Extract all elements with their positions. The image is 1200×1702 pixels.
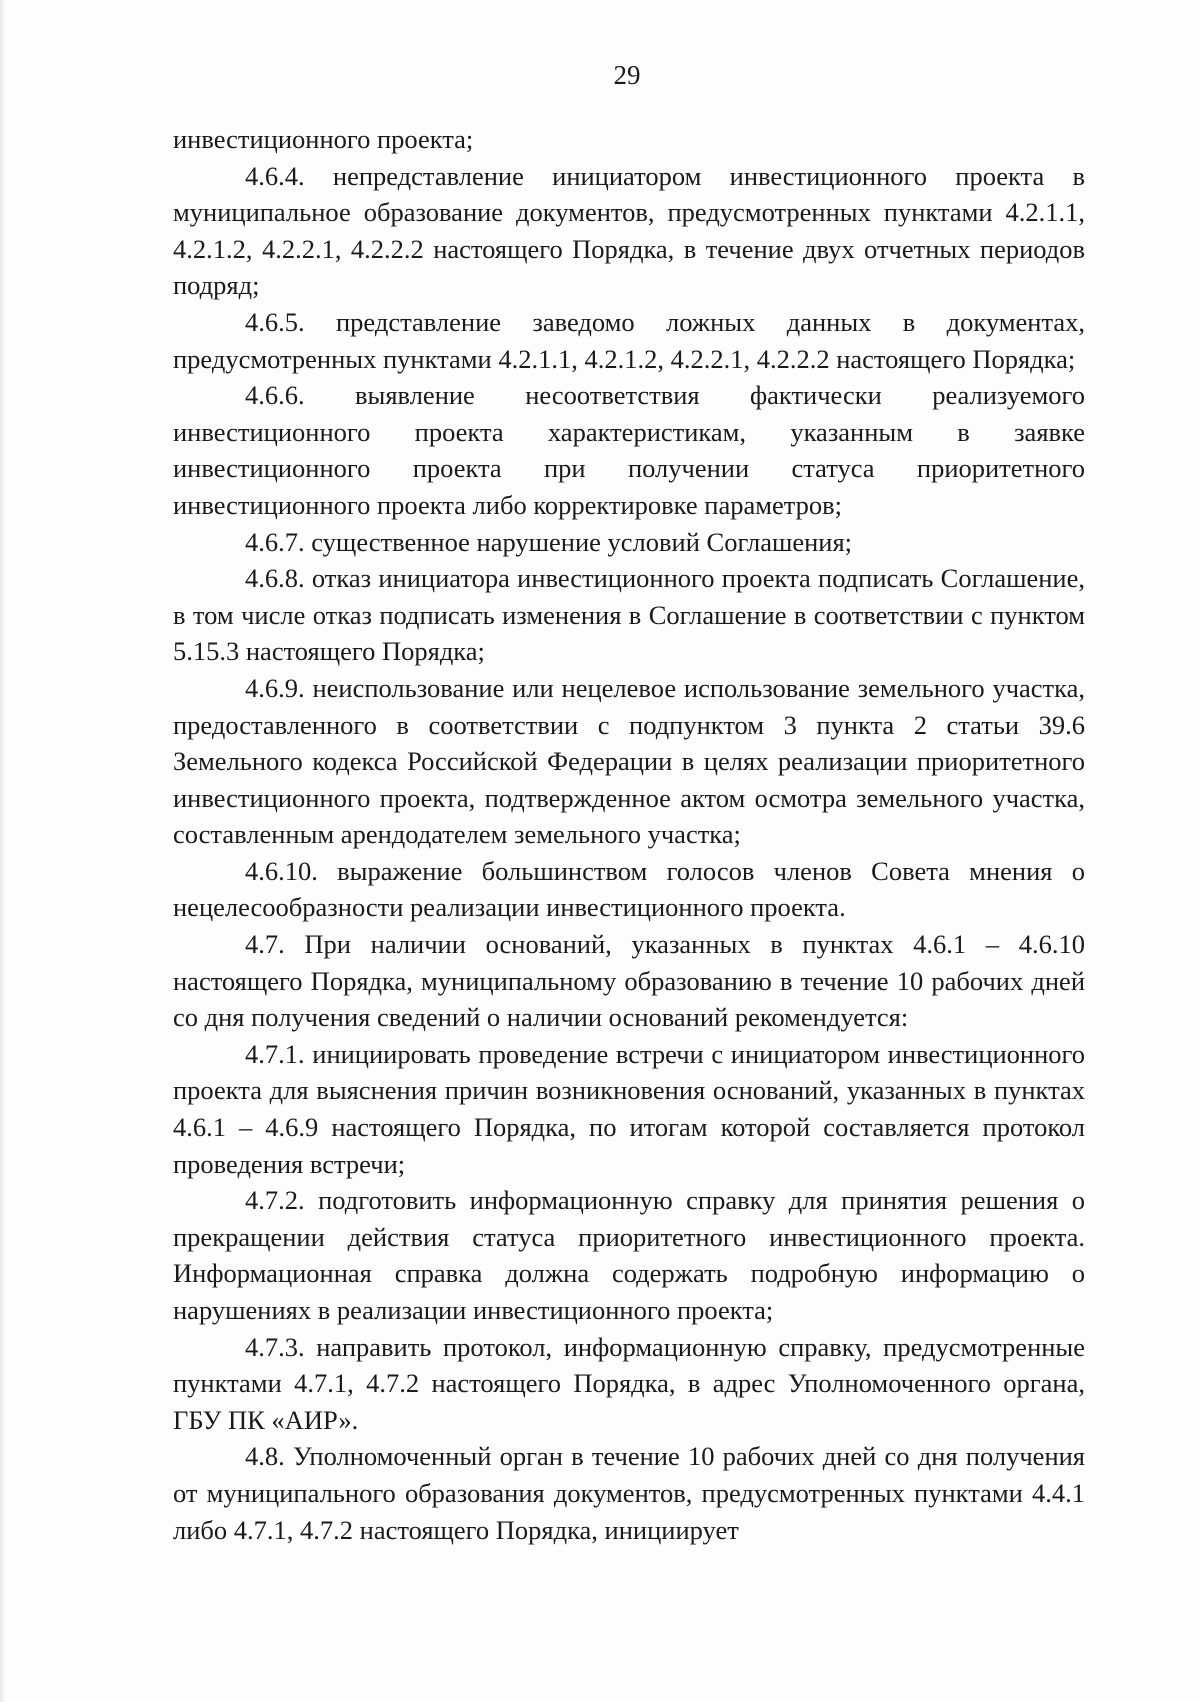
- scan-edge-shadow: [0, 0, 6, 1702]
- paragraph-4-6-8: 4.6.8. отказ инициатора инвестиционного проекта подписать Соглашение, в том числе отказ подписать изменения в Соглашение в соответствии с пунктом 5.15.3 настоящего Порядка;: [173, 563, 1085, 667]
- paragraph-4-6-4: 4.6.4. непредставление инициатором инвестиционного проекта в муниципальное образование документов, предусмотренных пунктами 4.2.1.1, 4.2.1.2, 4.2.2.1, 4.2.2.2 настоящего Порядка, в течение двух отчетных периодов подряд;: [173, 160, 1085, 301]
- paragraph-4-7-2: 4.7.2. подготовить информационную справку для принятия решения о прекращении действия статуса приоритетного инвестиционного проекта. Информационная справка должна содержать подробную информацию о нарушениях в реализации инвестиционного проекта;: [173, 1185, 1085, 1325]
- paragraph-4-8: 4.8. Уполномоченный орган в течение 10 рабочих дней со дня получения от муниципального образования документов, предусмотренных пунктами 4.4.1 либо 4.7.1, 4.7.2 настоящего Порядка, инициирует: [173, 1441, 1085, 1545]
- paragraph-continuation: инвестиционного проекта;: [173, 124, 474, 154]
- paragraph-4-6-6: 4.6.6. выявление несоответствия фактически реализуемого инвестиционного проекта характеристикам, указанным в заявке инвестиционного проекта при получении статуса приоритетного инвестиционного проекта либо корректировке параметров;: [173, 380, 1085, 520]
- paragraph-4-7-1: 4.7.1. инициировать проведение встречи с инициатором инвестиционного проекта для выяснения причин возникновения оснований, указанных в пунктах 4.6.1 – 4.6.9 настоящего Порядка, по итогам которой составляется протокол проведения встречи;: [173, 1038, 1085, 1179]
- paragraph-4-6-7: 4.6.7. существенное нарушение условий Соглашения;: [245, 526, 853, 557]
- paragraph-4-6-9: 4.6.9. неиспользование или нецелевое использование земельного участка, предоставленного в соответствии с подпунктом 3 пункта 2 статьи 39.6 Земельного кодекса Российской Федерации в целях реализации приоритетного инвестиционного проекта, подтвержденное актом осмотра земельного участка, составленным арендодателем земельного участка;: [173, 672, 1085, 850]
- document-body: [173, 121, 1085, 1548]
- paragraph-4-7-3: 4.7.3. направить протокол, информационную справку, предусмотренные пунктами 4.7.1, 4.7.2 настоящего Порядка, в адрес Уполномоченного органа, ГБУ ПК «АИР».: [173, 1331, 1085, 1435]
- paragraph-4-6-5: 4.6.5. представление заведомо ложных данных в документах, предусмотренных пунктами 4.2.1.1, 4.2.1.2, 4.2.2.1, 4.2.2.2 настоящего Порядка;: [173, 306, 1085, 374]
- paragraph-4-6-10: 4.6.10. выражение большинством голосов членов Совета мнения о нецелесообразности реализации инвестиционного проекта.: [173, 855, 1085, 923]
- page-number: 29: [613, 60, 641, 90]
- paragraph-4-7: 4.7. При наличии оснований, указанных в пунктах 4.6.1 – 4.6.10 настоящего Порядка, муниципальному образованию в течение 10 рабочих дней со дня получения сведений о наличии оснований рекомендуется:: [173, 929, 1085, 1033]
